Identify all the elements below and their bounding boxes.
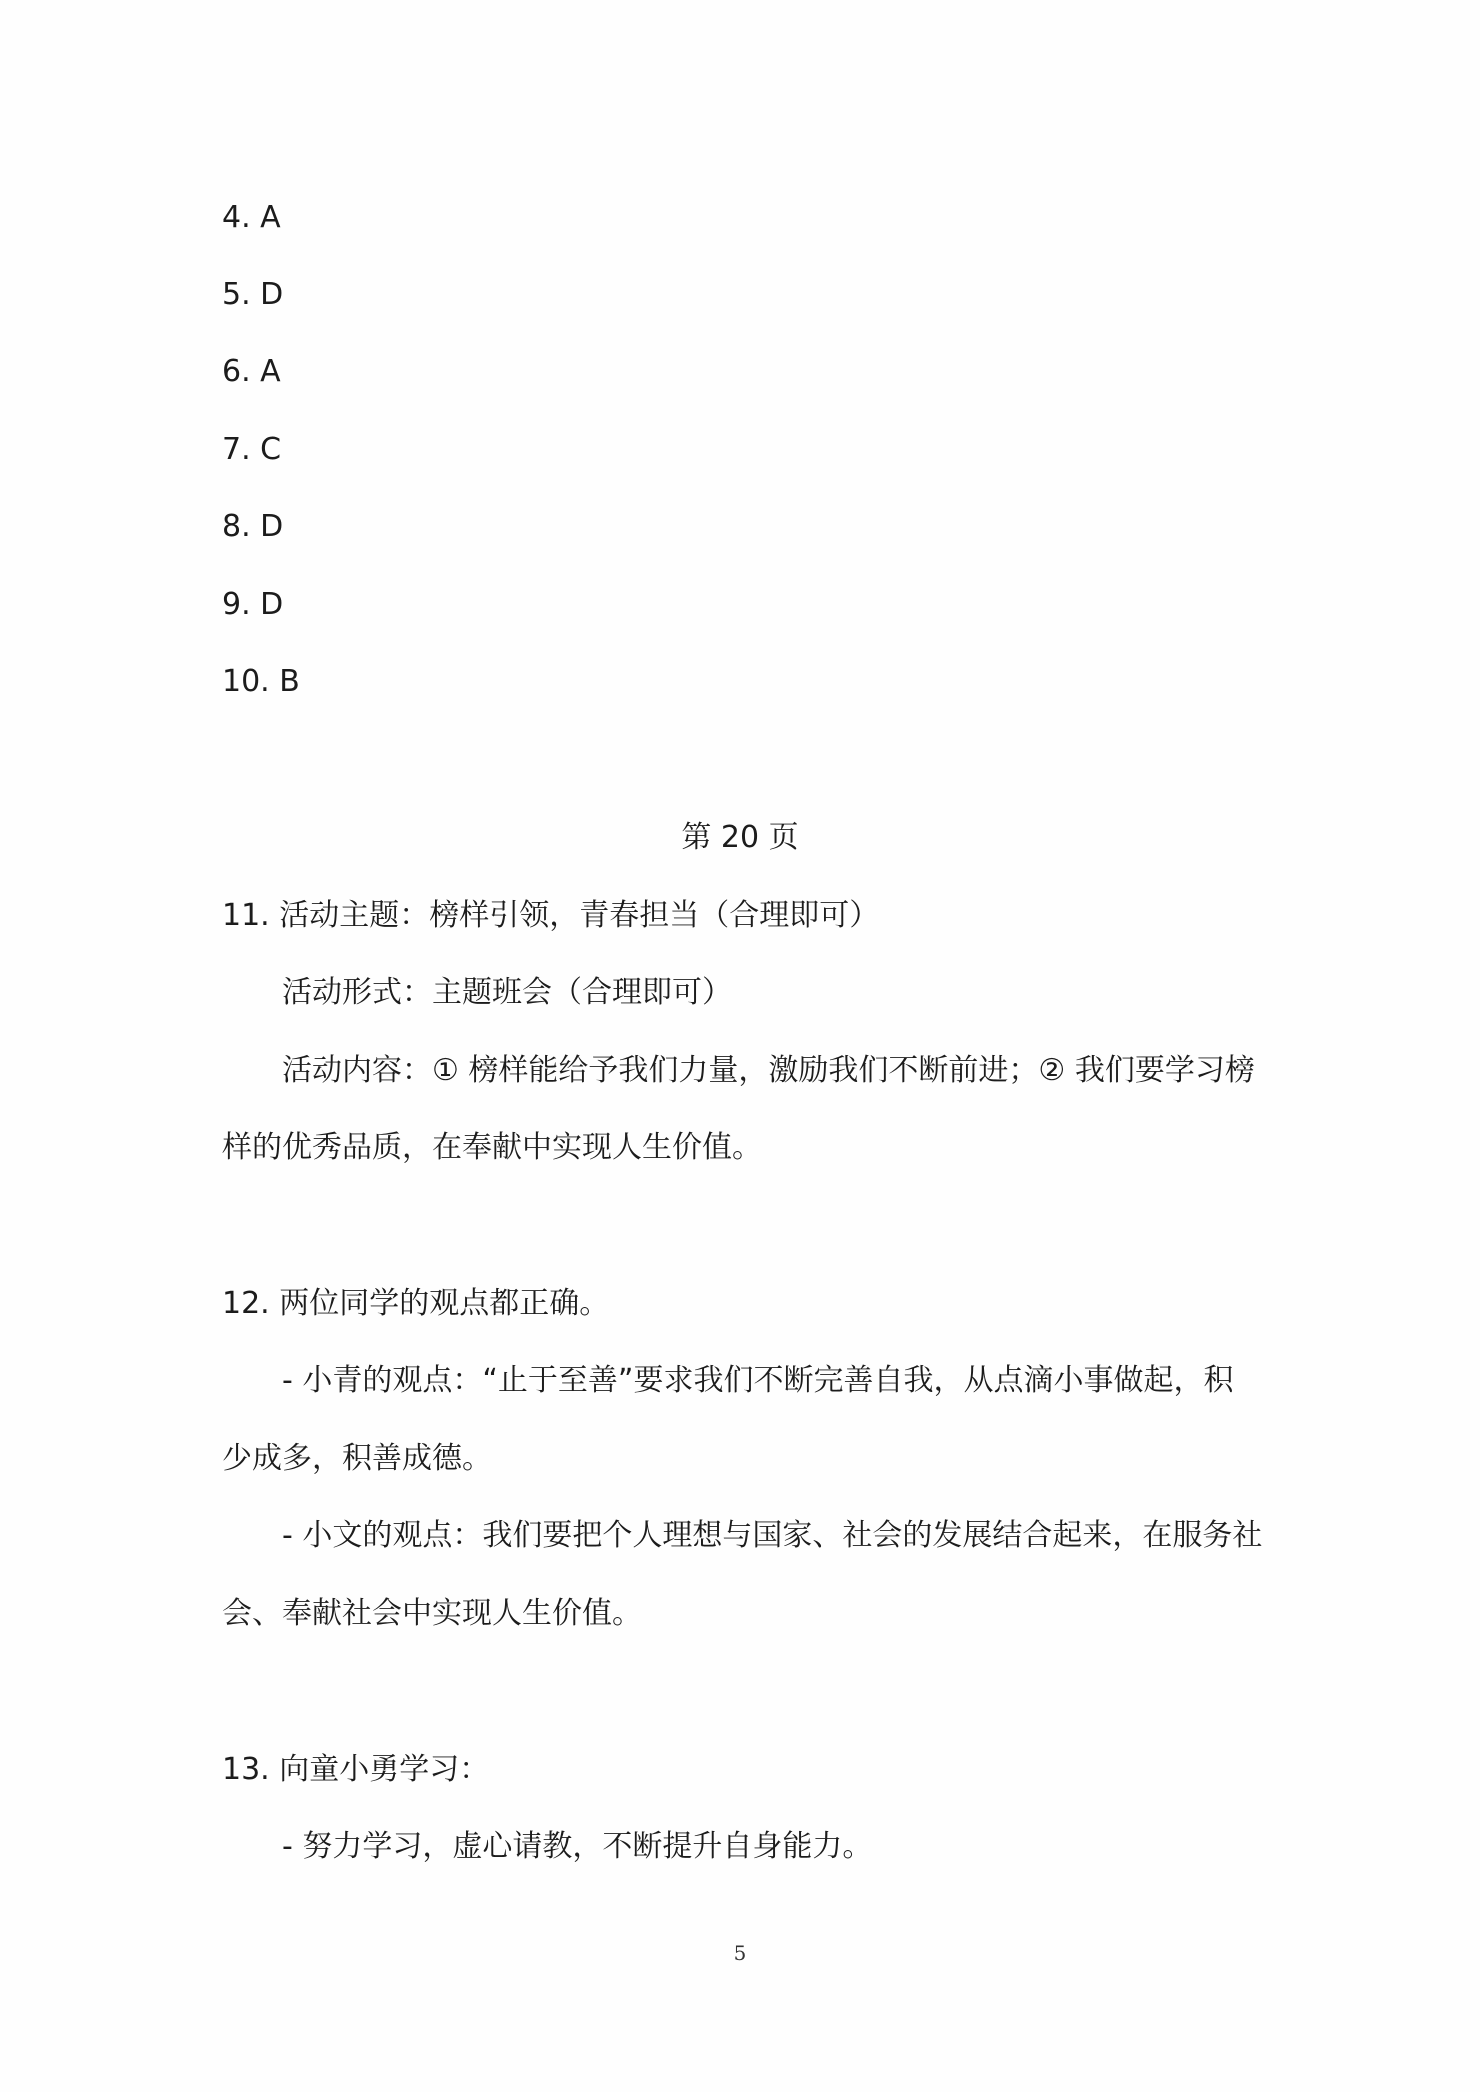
question-12-line-4: - 小文的观点：我们要把个人理想与国家、社会的发展结合起来，在服务社 (282, 1518, 1263, 1553)
answer-9: 9. D (222, 587, 284, 622)
page-number: 5 (733, 1941, 747, 1965)
question-12-line-5: 会、奉献社会中实现人生价值。 (222, 1596, 642, 1631)
section-heading: 第 20 页 (681, 820, 799, 855)
question-13-line-2: - 努力学习，虚心请教，不断提升自身能力。 (282, 1829, 873, 1864)
answer-5: 5. D (222, 277, 284, 312)
question-11-line-1: 11. 活动主题：榜样引领，青春担当（合理即可） (222, 898, 880, 933)
question-11-line-4: 样的优秀品质，在奉献中实现人生价值。 (222, 1130, 762, 1165)
answer-6: 6. A (222, 354, 281, 389)
question-13-line-1: 13. 向童小勇学习： (222, 1752, 490, 1787)
answer-7: 7. C (222, 432, 282, 467)
question-12-line-2: - 小青的观点：“止于至善”要求我们不断完善自我，从点滴小事做起，积 (282, 1363, 1234, 1398)
question-11-line-2: 活动形式：主题班会（合理即可） (282, 975, 732, 1010)
question-12-line-1: 12. 两位同学的观点都正确。 (222, 1286, 610, 1321)
answer-4: 4. A (222, 200, 281, 235)
answer-8: 8. D (222, 509, 284, 544)
answer-10: 10. B (222, 664, 300, 699)
question-12-line-3: 少成多，积善成德。 (222, 1441, 492, 1476)
question-11-line-3: 活动内容：① 榜样能给予我们力量，激励我们不断前进；② 我们要学习榜 (282, 1053, 1255, 1088)
